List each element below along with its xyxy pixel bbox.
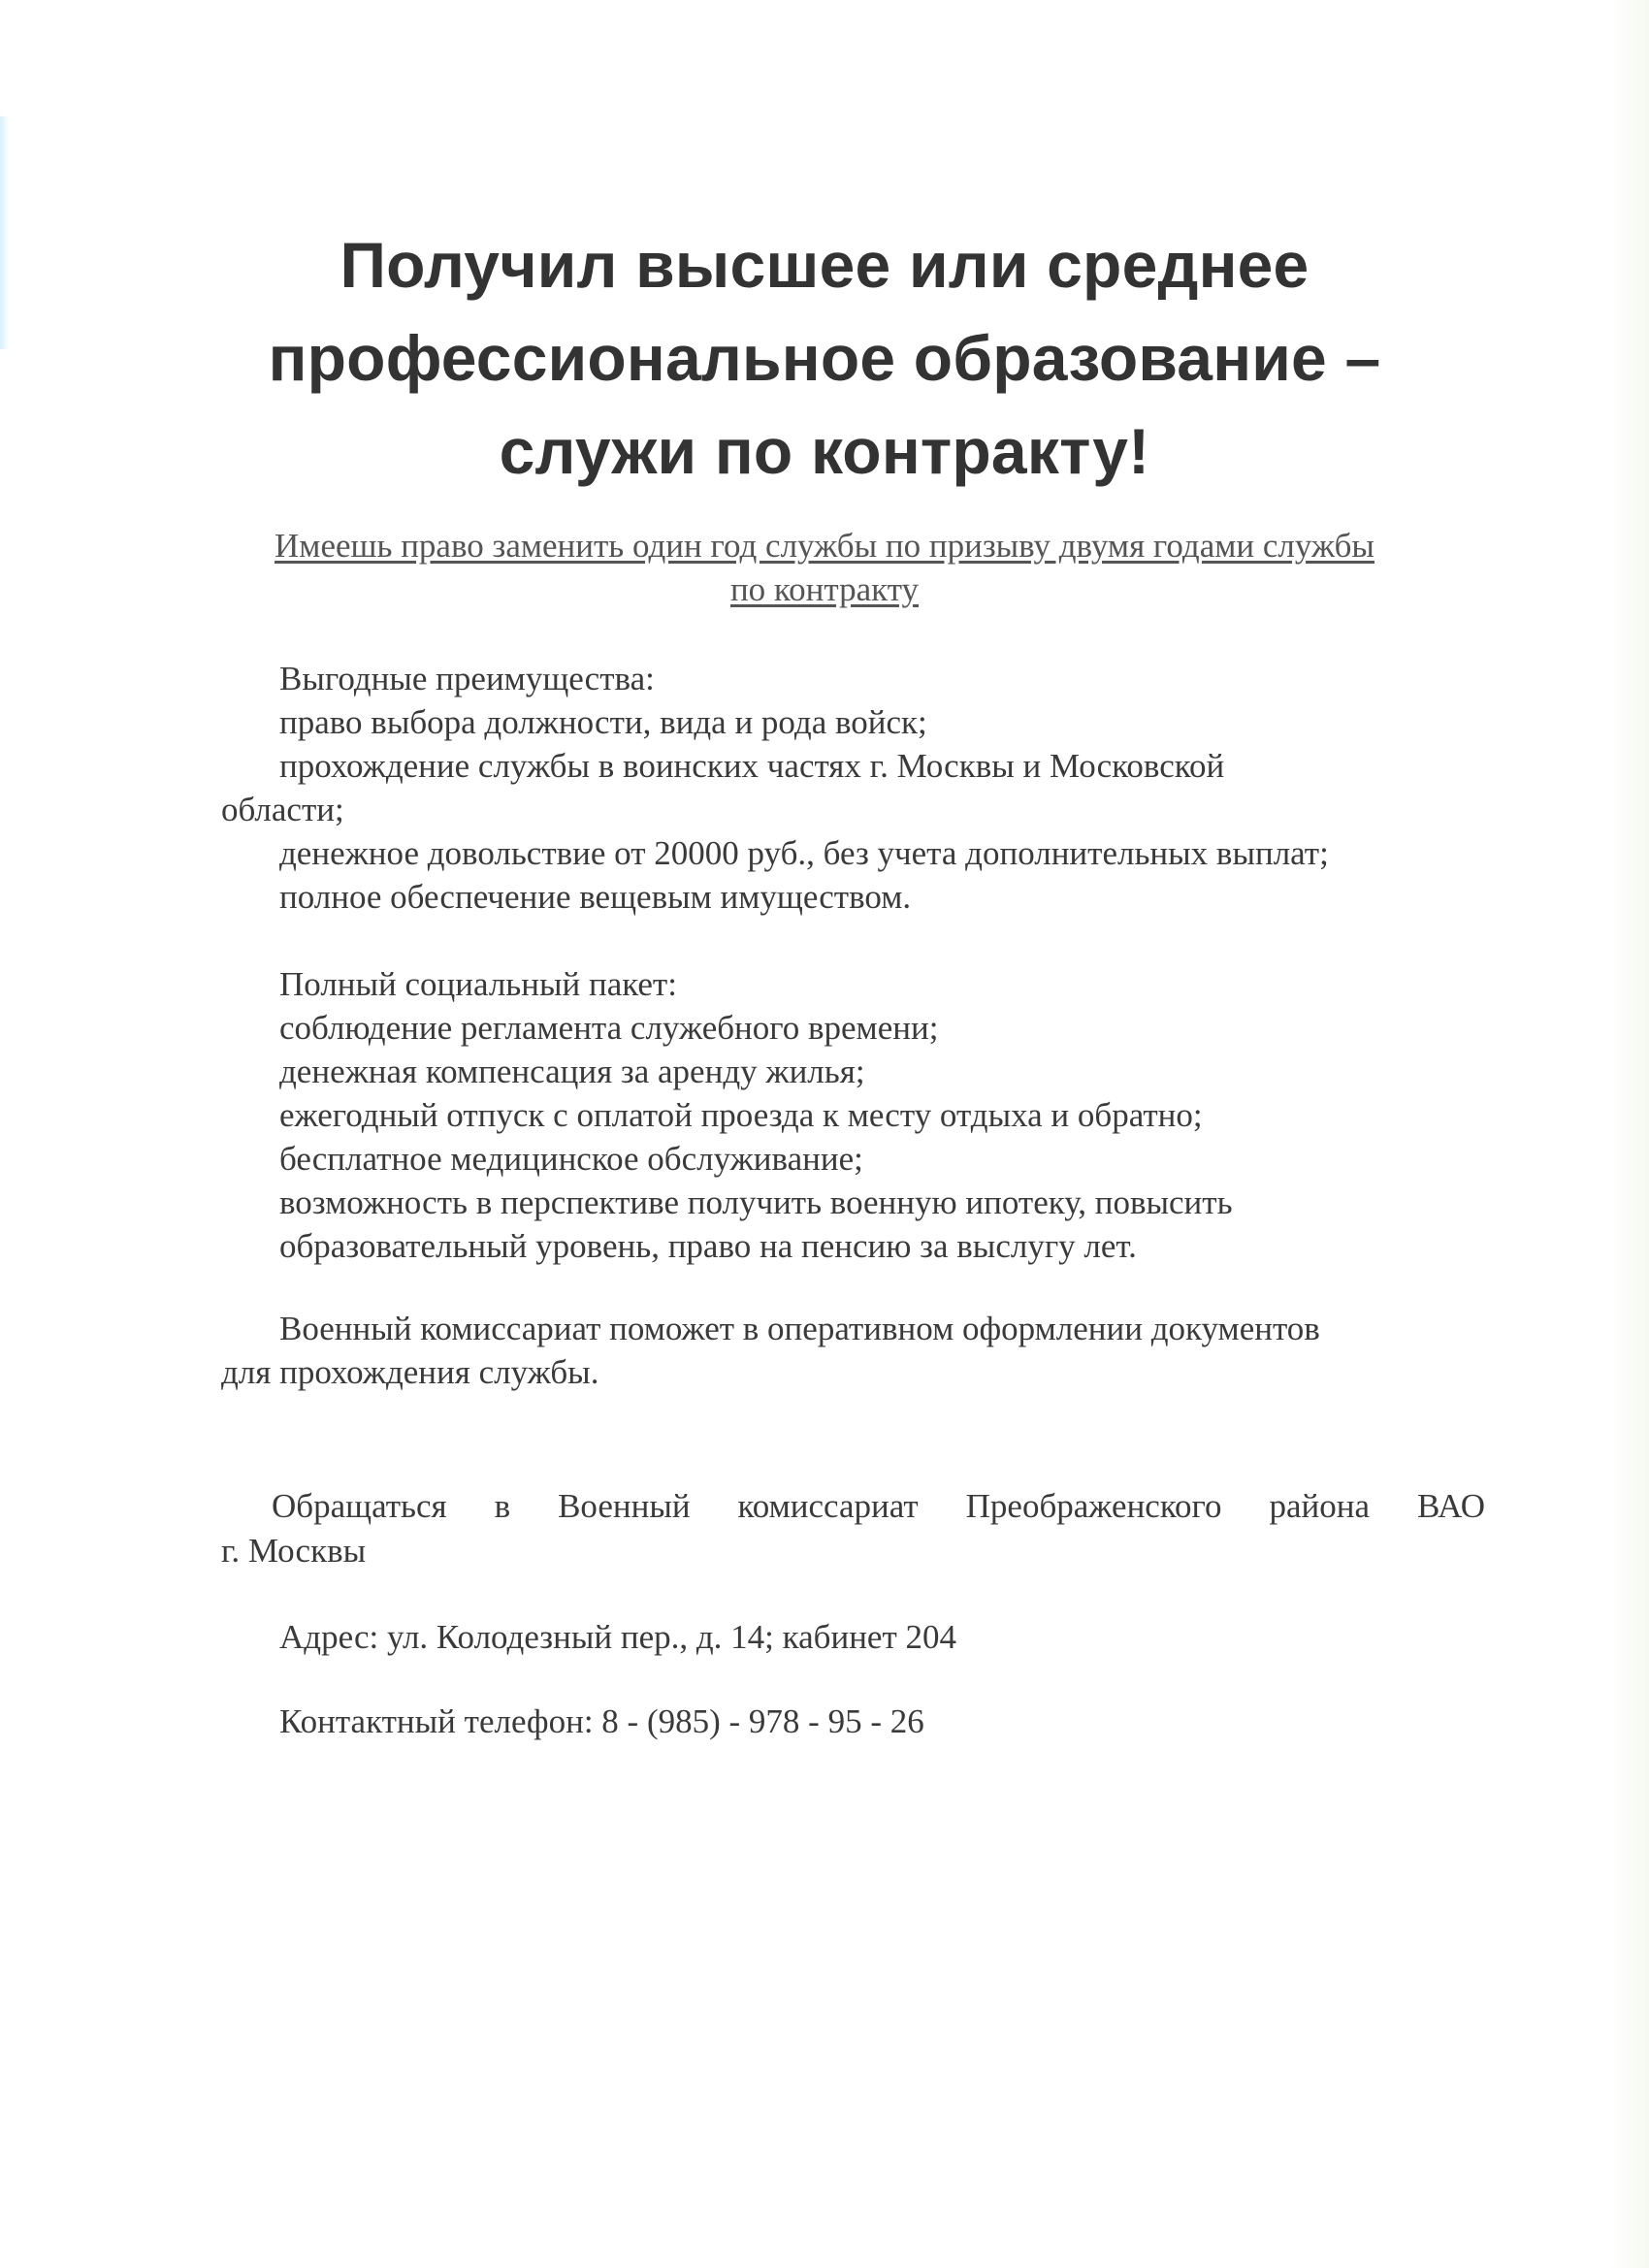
benefits-heading: Выгодные преимущества: (279, 660, 655, 697)
title-line-3: служи по контракту! (499, 415, 1150, 487)
apply-word: комиссариат (737, 1487, 919, 1525)
benefit-item: полное обеспечение вещевым имуществом. (279, 878, 912, 916)
benefit-item-continuation: области; (221, 791, 344, 828)
apply-word: Преображенского (965, 1487, 1222, 1525)
scan-edge-tint (0, 116, 10, 349)
apply-word: в (494, 1487, 511, 1525)
apply-word: района (1269, 1487, 1371, 1525)
social-item: денежная компенсация за аренду жилья; (279, 1053, 865, 1090)
apply-word: ВАО (1417, 1487, 1485, 1525)
subtitle (194, 524, 1455, 611)
address-text: Адрес: ул. Колодезный пер., д. 14; кабинет 204 (279, 1618, 957, 1656)
commissariat-line-2: для прохождения службы. (221, 1353, 599, 1391)
commissariat-line-1: Военный комиссариат поможет в оперативном оформлении документов (279, 1310, 1320, 1347)
scan-edge-shadow (1610, 0, 1649, 2268)
benefit-item: денежное довольствие от 20000 руб., без учета дополнительных выплат; (279, 834, 1329, 872)
subtitle-line-2: по контракту (729, 570, 920, 608)
title-line-1: Получил высшее или среднее (340, 229, 1310, 301)
social-item: образовательный уровень, право на пенсию за выслугу лет. (279, 1227, 1137, 1265)
apply-line-2: г. Москвы (221, 1532, 367, 1570)
apply-instructions (221, 1484, 1485, 1573)
social-item: ежегодный отпуск с оплатой проезда к месту отдыха и обратно; (279, 1096, 1203, 1134)
social-heading: Полный социальный пакет: (279, 965, 677, 1003)
social-package-section (221, 962, 1482, 1268)
apply-word: Обращаться (272, 1487, 447, 1525)
social-item: бесплатное медицинское обслуживание; (279, 1140, 863, 1178)
subtitle-line-1: Имеешь право заменить один год службы по призыву двумя годами службы (275, 527, 1374, 565)
commissariat-note (221, 1307, 1482, 1394)
apply-line-1 (272, 1484, 1485, 1529)
social-item: соблюдение регламента служебного времени; (279, 1009, 939, 1047)
apply-word: Военный (558, 1487, 691, 1525)
benefit-item: право выбора должности, вида и рода войск; (279, 703, 927, 741)
benefit-item: прохождение службы в воинских частях г. Москвы и Московской (279, 747, 1225, 785)
social-item: возможность в перспективе получить военную ипотеку, повысить (279, 1183, 1233, 1221)
benefits-section (221, 657, 1482, 919)
page-title (146, 218, 1504, 498)
contact-phone: Контактный телефон: 8 - (985) - 978 - 95 - 26 (279, 1702, 924, 1740)
title-line-2: профессиональное образование – (268, 322, 1381, 394)
